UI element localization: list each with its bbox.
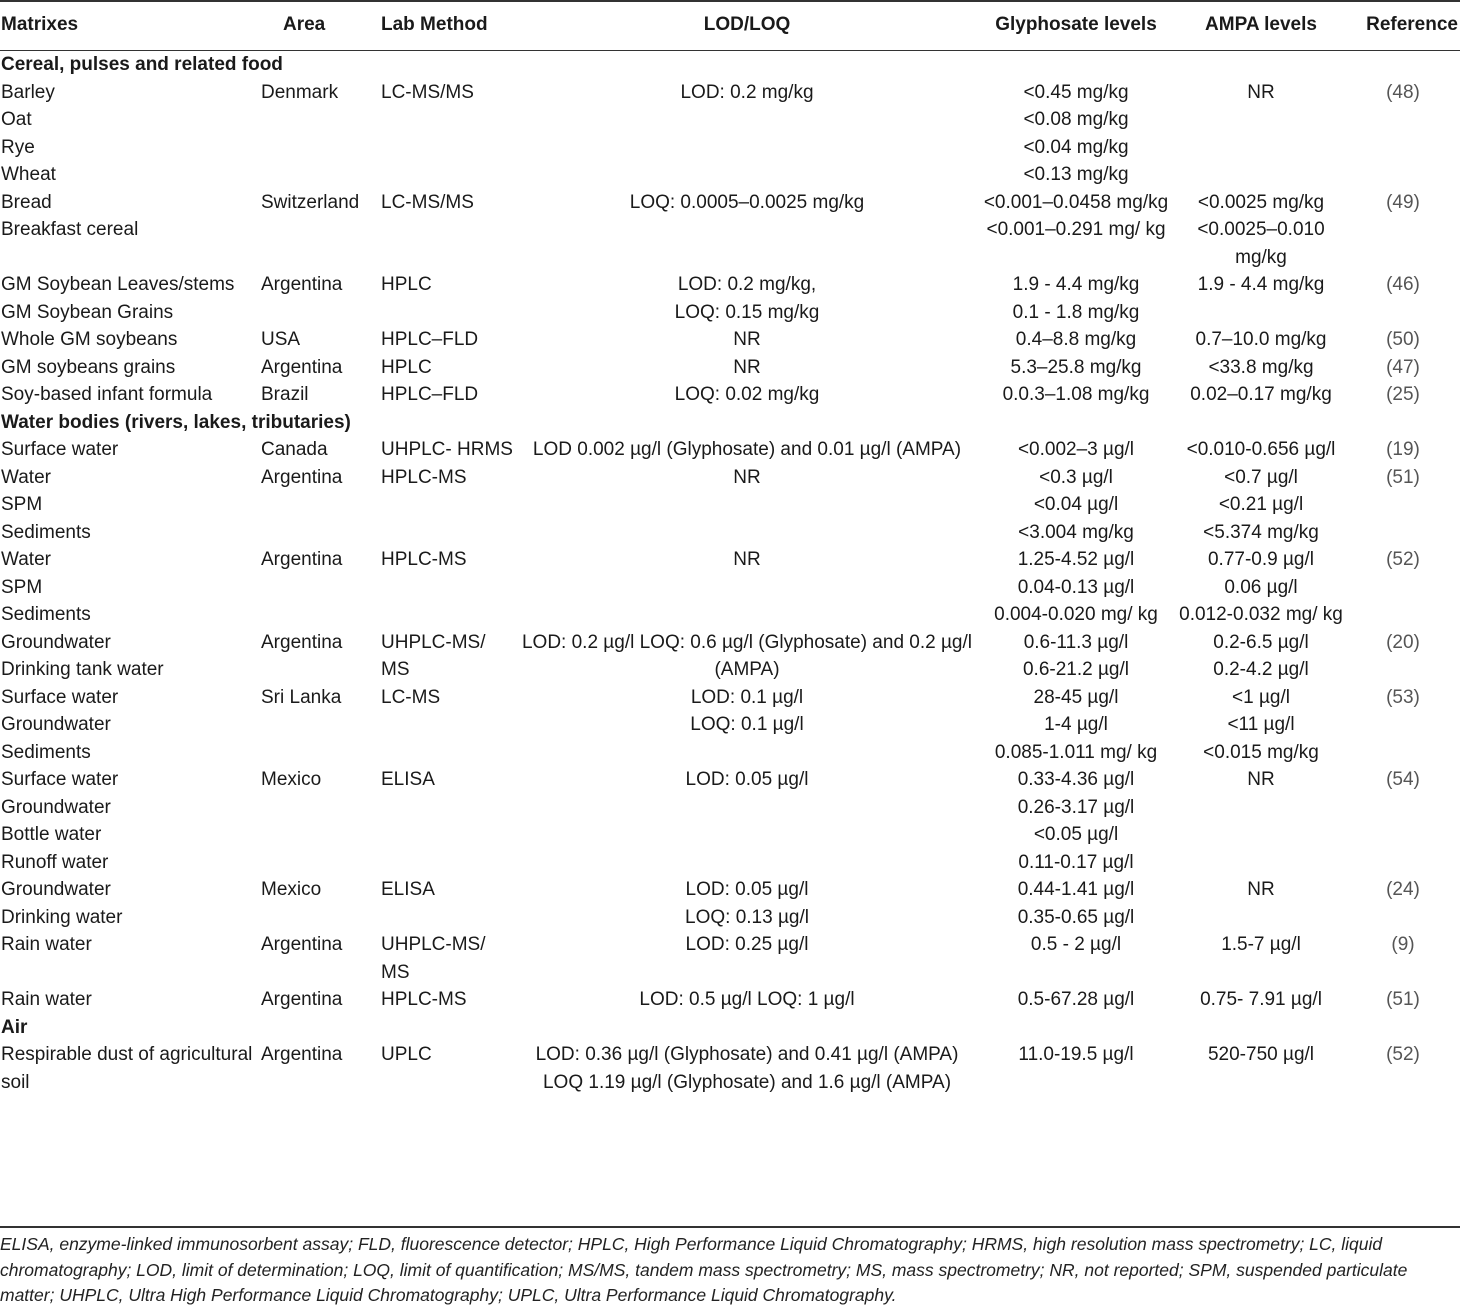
cell-reference: [1346, 519, 1460, 547]
cell-ampa-level: <0.010-0.656 µg/l: [1186, 439, 1336, 460]
cell-lod-loq: LOD 0.002 µg/l (Glyphosate) and 0.01 µg/l (AMPA): [532, 439, 962, 460]
cell-area: [258, 794, 378, 822]
cell-lab-method: LC-MS/MS: [381, 191, 474, 213]
cell-reference: (49): [1386, 191, 1420, 213]
cell-lab-method: [378, 299, 518, 327]
cell-reference: (52): [1386, 1044, 1420, 1065]
cell-reference: [1346, 491, 1460, 519]
cell-lod-loq: NR: [733, 356, 761, 378]
cell-area: Argentina: [261, 549, 343, 570]
cell-lod-loq: [518, 739, 976, 767]
cell-ampa-level: 0.75- 7.91 µg/l: [1200, 989, 1322, 1010]
cell-reference: [1346, 711, 1460, 739]
table-row: [0, 711, 1460, 739]
cell-ampa-level: [1176, 106, 1346, 134]
cell-reference: (24): [1386, 879, 1420, 900]
cell-ampa-level: [1176, 849, 1346, 877]
cell-area: Argentina: [261, 631, 343, 653]
cell-area: Sri Lanka: [261, 686, 342, 708]
cell-reference: (47): [1386, 356, 1420, 378]
cell-lod-loq: LOD: 0.5 µg/l LOQ: 1 µg/l: [639, 989, 855, 1010]
table-row: [0, 766, 1460, 794]
cell-area: Denmark: [261, 81, 339, 103]
cell-lod-loq: LOD: 0.05 µg/l: [685, 879, 809, 900]
cell-lod-loq: [518, 491, 976, 519]
cell-lab-method: ELISA: [381, 879, 435, 900]
cell-glyphosate-level: <0.05 µg/l: [1033, 824, 1119, 845]
cell-glyphosate-level: 0.5-67.28 µg/l: [1017, 989, 1135, 1010]
table-row: [0, 986, 1460, 1014]
cell-lod-loq: LOD: 0.2 mg/kg: [680, 81, 814, 103]
cell-reference: [1346, 601, 1460, 629]
cell-area: Brazil: [261, 384, 309, 405]
section-row: [0, 409, 1460, 437]
cell-lab-method: [378, 711, 518, 739]
cell-matrix: Drinking tank water: [1, 659, 164, 680]
header-glyphosate-levels: Glyphosate levels: [976, 0, 1176, 51]
cell-ampa-level: <0.015 mg/kg: [1203, 741, 1319, 763]
table-footnote: ELISA, enzyme-linked immunosorbent assay; FLD, fluorescence detector; HPLC, High Performance Liquid Chromatography; HRMS, high resolution mass spectrometry; LC, liquid chromatography; LOD, limit of determination; LOQ, limit of quantification; MS/MS, tandem mass spectrometry; MS, mass spectrometry; NR, not reported; SPM, suspended particulate matter; UHPLC, Ultra High Performance Liquid Chromatography; UPLC, Ultra Performance Liquid Chromatography.: [0, 1234, 1408, 1305]
cell-area: Mexico: [261, 769, 322, 790]
table-body: [0, 51, 1460, 1097]
cell-glyphosate-level: 1-4 µg/l: [1044, 714, 1108, 735]
cell-matrix: Sediments: [1, 604, 91, 625]
cell-glyphosate-level: 11.0-19.5 µg/l: [1018, 1044, 1134, 1065]
cell-lod-loq: [518, 134, 976, 162]
cell-ampa-level: [1176, 299, 1346, 327]
cell-lod-loq: [518, 794, 976, 822]
cell-glyphosate-level: 0.11-0.17 µg/l: [1018, 851, 1134, 873]
table-row: [0, 574, 1460, 602]
cell-glyphosate-level: <0.08 mg/kg: [1023, 109, 1129, 130]
cell-ampa-level: <0.21 µg/l: [1218, 494, 1304, 515]
table-row: [0, 684, 1460, 712]
table-row: [0, 436, 1460, 464]
cell-lod-loq: [518, 574, 976, 602]
cell-reference: (48): [1386, 81, 1420, 103]
cell-glyphosate-level: 0.26-3.17 µg/l: [1017, 796, 1135, 818]
cell-area: [258, 821, 378, 849]
cell-lod-loq: NR: [733, 549, 761, 570]
cell-ampa-level: [1176, 904, 1346, 932]
cell-reference: (20): [1386, 631, 1420, 653]
cell-reference: (50): [1386, 329, 1420, 350]
cell-lod-loq: LOD: 0.05 µg/l: [685, 769, 809, 790]
cell-area: Argentina: [261, 989, 343, 1010]
cell-reference: [1346, 904, 1460, 932]
cell-matrix: Groundwater: [1, 631, 111, 653]
cell-ampa-level: 1.9 - 4.4 mg/kg: [1197, 274, 1325, 295]
cell-glyphosate-level: <3.004 mg/kg: [1018, 521, 1134, 543]
cell-matrix: Rain water: [1, 934, 92, 955]
cell-area: [258, 106, 378, 134]
table-row: [0, 354, 1460, 382]
cell-ampa-level: 0.02–0.17 mg/kg: [1190, 384, 1332, 405]
cell-lod-loq: LOD: 0.25 µg/l: [685, 934, 809, 955]
cell-lab-method: [378, 216, 518, 271]
cell-lab-method: UHPLC-MS/ MS: [381, 631, 486, 680]
cell-lab-method: [378, 904, 518, 932]
cell-reference: (51): [1386, 989, 1420, 1010]
cell-ampa-level: 1.5-7 µg/l: [1221, 934, 1301, 955]
table-row: [0, 299, 1460, 327]
cell-area: Argentina: [261, 356, 343, 378]
table-row: [0, 79, 1460, 107]
cell-lab-method: UPLC: [381, 1044, 432, 1065]
cell-lod-loq: LOQ: 0.1 µg/l: [690, 714, 804, 735]
table-row: [0, 821, 1460, 849]
cell-glyphosate-level: 0.04-0.13 µg/l: [1017, 576, 1135, 598]
cell-glyphosate-level: 0.6-11.3 µg/l: [1023, 631, 1129, 653]
cell-glyphosate-level: 0.1 - 1.8 mg/kg: [1012, 301, 1140, 323]
cell-reference: [1346, 739, 1460, 767]
cell-matrix: SPM: [1, 576, 43, 598]
cell-ampa-level: 0.2-6.5 µg/l: [1213, 631, 1309, 653]
cell-reference: (25): [1386, 384, 1420, 405]
cell-ampa-level: <11 µg/l: [1227, 714, 1295, 735]
header-lab-method: Lab Method: [378, 0, 518, 51]
header-lod-loq: LOD/LOQ: [518, 0, 976, 51]
table-row: [0, 491, 1460, 519]
table-row: [0, 876, 1460, 904]
table-row: [0, 189, 1460, 217]
cell-glyphosate-level: <0.001–0.0458 mg/kg: [983, 191, 1169, 213]
section-heading: Cereal, pulses and related food: [1, 54, 283, 75]
cell-lab-method: [378, 601, 518, 629]
cell-glyphosate-level: 0.35-0.65 µg/l: [1017, 906, 1135, 928]
cell-lab-method: [378, 491, 518, 519]
cell-ampa-level: 0.012-0.032 mg/ kg: [1179, 604, 1343, 625]
cell-ampa-level: 0.7–10.0 mg/kg: [1195, 329, 1327, 350]
cell-matrix: Groundwater: [1, 879, 111, 900]
cell-glyphosate-level: <0.45 mg/kg: [1023, 81, 1129, 103]
cell-area: Argentina: [261, 274, 343, 295]
cell-lod-loq: [518, 161, 976, 189]
cell-lod-loq: LOD: 0.2 µg/l LOQ: 0.6 µg/l (Glyphosate) and 0.2 µg/l (AMPA): [521, 631, 972, 680]
cell-reference: (52): [1386, 549, 1420, 570]
cell-glyphosate-level: 0.0.3–1.08 mg/kg: [1002, 384, 1150, 405]
header-reference: Reference: [1346, 0, 1460, 51]
cell-glyphosate-level: 28-45 µg/l: [1033, 686, 1119, 708]
cell-lod-loq: [518, 216, 976, 271]
section-row: [0, 51, 1460, 79]
header-matrixes: Matrixes: [0, 0, 258, 51]
cell-glyphosate-level: 1.9 - 4.4 mg/kg: [1012, 274, 1140, 295]
cell-matrix: Water: [1, 466, 51, 488]
cell-ampa-level: [1176, 794, 1346, 822]
table-row: [0, 271, 1460, 299]
table-row: [0, 161, 1460, 189]
cell-area: [258, 519, 378, 547]
cell-ampa-level: [1176, 161, 1346, 189]
cell-glyphosate-level: 0.44-1.41 µg/l: [1017, 879, 1135, 900]
cell-lod-loq: LOQ: 0.0005–0.0025 mg/kg: [629, 191, 865, 213]
cell-ampa-level: <33.8 mg/kg: [1208, 356, 1314, 378]
cell-ampa-level: [1176, 134, 1346, 162]
cell-ampa-level: 0.06 µg/l: [1224, 576, 1298, 598]
cell-glyphosate-level: 0.33-4.36 µg/l: [1017, 769, 1135, 790]
cell-matrix: GM Soybean Grains: [1, 301, 174, 323]
cell-lod-loq: LOQ: 0.15 mg/kg: [674, 301, 820, 323]
cell-area: Mexico: [261, 879, 322, 900]
cell-ampa-level: 0.2-4.2 µg/l: [1213, 659, 1309, 680]
cell-reference: [1346, 794, 1460, 822]
table-row: [0, 794, 1460, 822]
cell-ampa-level: NR: [1247, 769, 1275, 790]
table-bottom-rule: [0, 1226, 1460, 1228]
cell-lod-loq: NR: [733, 329, 761, 350]
cell-glyphosate-level: 0.085-1.011 mg/ kg: [994, 741, 1158, 763]
cell-reference: (19): [1386, 439, 1420, 460]
section-row: [0, 1014, 1460, 1042]
cell-reference: [1346, 656, 1460, 684]
cell-lab-method: HPLC-MS: [381, 549, 467, 570]
table-row: [0, 381, 1460, 409]
cell-lab-method: HPLC-MS: [381, 466, 467, 488]
cell-matrix: Rye: [1, 136, 35, 158]
cell-lab-method: HPLC: [381, 356, 432, 378]
cell-reference: [1346, 821, 1460, 849]
cell-matrix: Oat: [1, 109, 32, 130]
cell-glyphosate-level: <0.13 mg/kg: [1023, 164, 1129, 185]
cell-lod-loq: LOD: 0.2 mg/kg,: [677, 274, 817, 295]
cell-reference: [1346, 106, 1460, 134]
cell-lab-method: [378, 134, 518, 162]
cell-reference: (51): [1386, 466, 1420, 488]
cell-matrix: Surface water: [1, 439, 119, 460]
cell-area: Switzerland: [261, 191, 360, 213]
cell-ampa-level: 0.77-0.9 µg/l: [1207, 549, 1314, 570]
cell-lod-loq: LOQ: 0.13 µg/l: [685, 906, 809, 928]
cell-glyphosate-level: <0.3 µg/l: [1039, 466, 1113, 488]
cell-ampa-level: <0.7 µg/l: [1224, 466, 1298, 488]
cell-area: [258, 904, 378, 932]
cell-matrix: Surface water: [1, 686, 119, 708]
cell-lod-loq: NR: [733, 466, 761, 488]
table-row: [0, 1041, 1460, 1096]
section-heading: Water bodies (rivers, lakes, tributaries): [1, 411, 351, 433]
table-row: [0, 106, 1460, 134]
cell-matrix: Sediments: [1, 741, 91, 763]
cell-lab-method: [378, 849, 518, 877]
cell-matrix: Soy-based infant formula: [1, 384, 213, 405]
cell-lod-loq: [518, 106, 976, 134]
cell-glyphosate-level: 0.5 - 2 µg/l: [1030, 934, 1122, 955]
cell-lab-method: UHPLC-MS/ MS: [381, 934, 486, 983]
cell-ampa-level: NR: [1247, 879, 1275, 900]
cell-area: Argentina: [261, 934, 343, 955]
cell-lab-method: LC-MS: [381, 686, 441, 708]
cell-matrix: Breakfast cereal: [1, 219, 139, 240]
cell-reference: [1346, 299, 1460, 327]
cell-matrix: Groundwater: [1, 796, 111, 818]
cell-glyphosate-level: 0.6-21.2 µg/l: [1022, 659, 1129, 680]
cell-reference: [1346, 574, 1460, 602]
cell-lab-method: [378, 574, 518, 602]
section-heading: Air: [1, 1016, 28, 1038]
cell-reference: (54): [1386, 769, 1420, 790]
cell-ampa-level: [1176, 821, 1346, 849]
cell-glyphosate-level: <0.002–3 µg/l: [1017, 439, 1135, 460]
cell-matrix: Wheat: [1, 164, 56, 185]
cell-lab-method: [378, 739, 518, 767]
header-ampa-levels: AMPA levels: [1176, 0, 1346, 51]
cell-lab-method: [378, 519, 518, 547]
cell-lod-loq: [518, 601, 976, 629]
cell-glyphosate-level: <0.04 mg/kg: [1023, 136, 1129, 158]
table-row: [0, 739, 1460, 767]
cell-lab-method: UHPLC- HRMS: [381, 439, 513, 460]
table-header-row: [0, 0, 1460, 51]
cell-lab-method: LC-MS/MS: [381, 81, 474, 103]
cell-area: [258, 216, 378, 271]
cell-matrix: Surface water: [1, 769, 119, 790]
cell-area: Argentina: [261, 1044, 343, 1065]
cell-matrix: Water: [1, 549, 51, 570]
cell-lab-method: [378, 821, 518, 849]
cell-area: [258, 134, 378, 162]
cell-glyphosate-level: 1.25-4.52 µg/l: [1017, 549, 1135, 570]
cell-area: [258, 739, 378, 767]
cell-area: [258, 491, 378, 519]
cell-lab-method: ELISA: [381, 769, 435, 790]
table-row: [0, 326, 1460, 354]
cell-matrix: SPM: [1, 494, 43, 515]
table-row: [0, 931, 1460, 986]
cell-ampa-level: <0.0025 mg/kg: [1197, 191, 1325, 213]
cell-area: [258, 656, 378, 684]
cell-lod-loq: LOD: 0.36 µg/l (Glyphosate) and 0.41 µg/l (AMPA) LOQ 1.19 µg/l (Glyphosate) and 1.6 µg/l (AMPA): [535, 1044, 959, 1093]
cell-lab-method: HPLC-MS: [381, 989, 467, 1010]
cell-matrix: Barley: [1, 81, 55, 103]
cell-area: Canada: [261, 439, 328, 460]
table-row: [0, 601, 1460, 629]
cell-lod-loq: [518, 519, 976, 547]
cell-lod-loq: LOD: 0.1 µg/l: [690, 686, 804, 708]
cell-glyphosate-level: <0.001–0.291 mg/ kg: [986, 219, 1166, 240]
cell-lab-method: [378, 794, 518, 822]
cell-ampa-level: <1 µg/l: [1232, 686, 1290, 708]
cell-reference: [1346, 849, 1460, 877]
cell-ampa-level: NR: [1247, 81, 1275, 103]
cell-reference: (9): [1391, 934, 1415, 955]
cell-matrix: Whole GM soybeans: [1, 329, 178, 350]
cell-lab-method: [378, 161, 518, 189]
cell-lab-method: HPLC–FLD: [381, 384, 479, 405]
cell-lab-method: HPLC: [381, 274, 432, 295]
table-row: [0, 216, 1460, 271]
cell-area: Argentina: [261, 466, 343, 488]
cell-lab-method: [378, 106, 518, 134]
cell-reference: [1346, 134, 1460, 162]
cell-reference: (46): [1386, 274, 1420, 295]
cell-lod-loq: LOQ: 0.02 mg/kg: [674, 384, 820, 405]
cell-matrix: Rain water: [1, 989, 92, 1010]
cell-matrix: Bottle water: [1, 824, 102, 845]
cell-area: [258, 299, 378, 327]
cell-area: [258, 161, 378, 189]
cell-lod-loq: [518, 821, 976, 849]
cell-area: [258, 849, 378, 877]
cell-glyphosate-level: 0.004-0.020 mg/ kg: [994, 604, 1158, 625]
cell-glyphosate-level: <0.04 µg/l: [1033, 494, 1119, 515]
table-row: [0, 134, 1460, 162]
cell-reference: [1346, 161, 1460, 189]
cell-matrix: GM Soybean Leaves/stems: [1, 274, 235, 295]
table-row: [0, 546, 1460, 574]
cell-ampa-level: 520-750 µg/l: [1207, 1044, 1315, 1065]
cell-matrix: GM soybeans grains: [1, 356, 176, 378]
cell-area: USA: [261, 329, 301, 350]
cell-area: [258, 574, 378, 602]
cell-ampa-level: <5.374 mg/kg: [1203, 521, 1319, 543]
cell-matrix: Drinking water: [1, 906, 123, 928]
table-row: [0, 464, 1460, 492]
cell-glyphosate-level: 5.3–25.8 mg/kg: [1010, 356, 1142, 378]
cell-reference: [1346, 216, 1460, 271]
cell-area: [258, 601, 378, 629]
table-row: [0, 904, 1460, 932]
cell-matrix: Bread: [1, 191, 52, 213]
cell-area: [258, 711, 378, 739]
table-row: [0, 629, 1460, 657]
cell-reference: (53): [1386, 686, 1420, 708]
cell-matrix: Groundwater: [1, 714, 111, 735]
cell-lod-loq: [518, 849, 976, 877]
cell-matrix: Runoff water: [1, 851, 109, 873]
header-area: Area: [258, 0, 378, 51]
cell-ampa-level: <0.0025–0.010 mg/kg: [1197, 219, 1325, 268]
cell-matrix: Sediments: [1, 521, 91, 543]
cell-glyphosate-level: 0.4–8.8 mg/kg: [1015, 329, 1137, 350]
cell-matrix: Respirable dust of agricultural soil: [1, 1044, 253, 1093]
cell-lab-method: HPLC–FLD: [381, 329, 479, 350]
table-row: [0, 849, 1460, 877]
table-row: [0, 519, 1460, 547]
